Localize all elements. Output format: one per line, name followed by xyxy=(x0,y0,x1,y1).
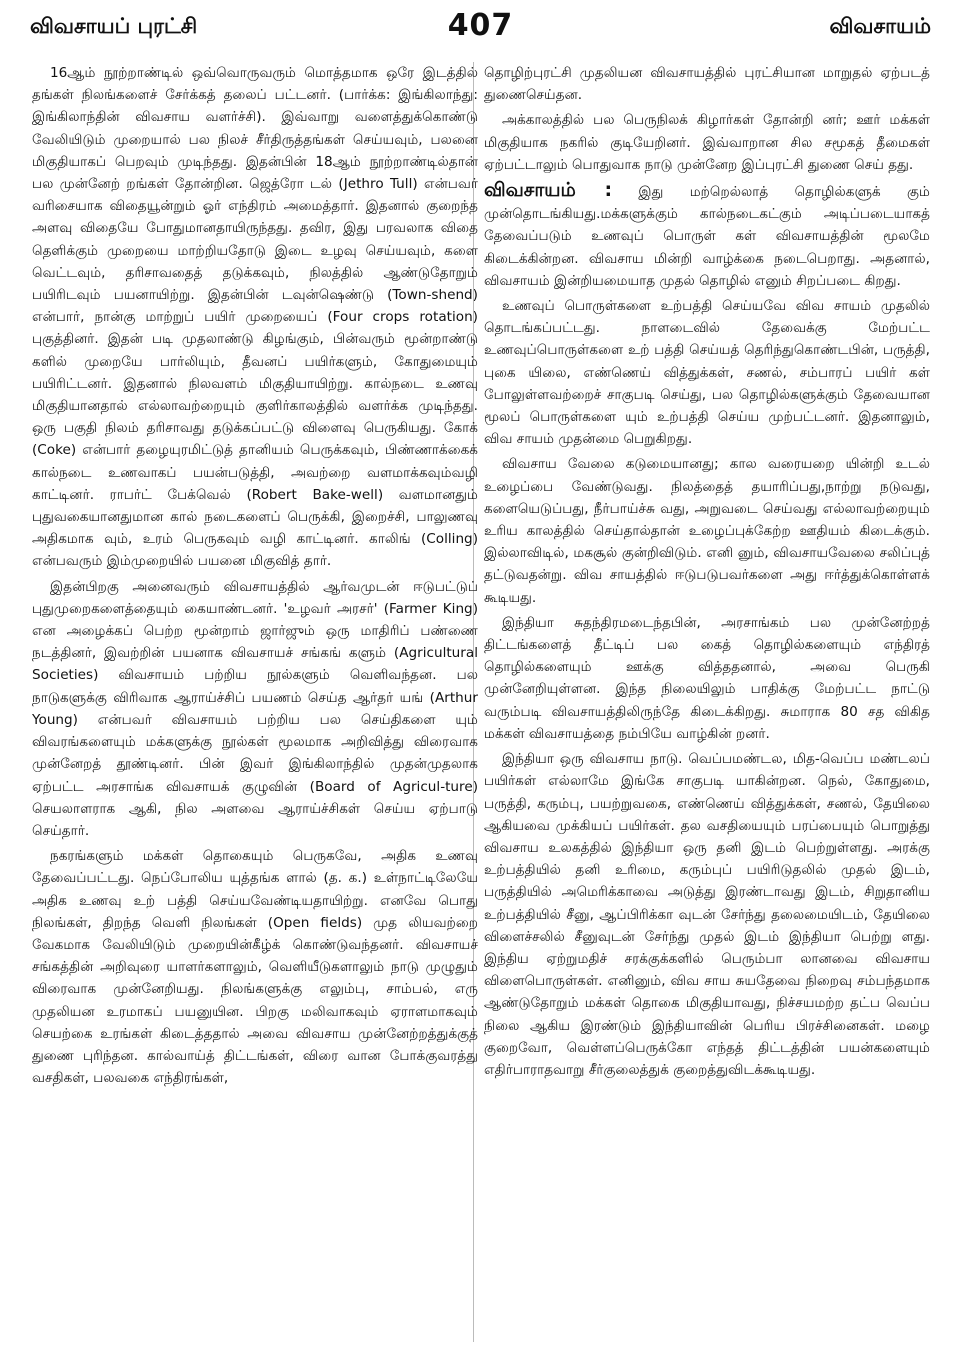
right-column xyxy=(484,62,930,1342)
paragraph: விவசாய வேலை கடுமையானது; கால வரையறை யின்றி உடல் உழைப்பை வேண்டுவது. நிலத்தைத் தயாரிப்பது,நாற்று நடுவது, களையெடுப்பது, நீர்பாய்ச்சு வது, அறுவடை செய்வது எல்லாவற்றையும் உரிய காலத்தில் செய்தால்தான் உழைப்புக்கேற்ற ஊதியம் கிடைக்கும். இல்லாவிடில், மகசூல் குன்றிவிடும். எனி னும், விவசாயவேலை சலிப்புத் தட்டுவதன்று. விவ சாயத்தில் ஈடுபடுபவர்களை அது ஈர்த்துக்கொள்ளக் கூடியது. xyxy=(484,456,930,606)
section-paragraph xyxy=(484,179,930,292)
section-text: இது மற்றெல்லாத் தொழில்களுக் கும் முன்தொடங்கியது.மக்களுக்கும் கால்நடைகட்கும் அடிப்படையாகத் தேவைப்படும் உணவுப் பொருள் கள் விவசாயத்தின் மூலமே கிடைக்கின்றன. விவசாய மின்றி வாழ்க்கை நடைபெறாது. அதனால், விவசாயம் இன்றியமையாத முதல் தொழில் எனும் சிறப்படை கிறது. xyxy=(484,184,930,289)
paragraph: 16ஆம் நூற்றாண்டில் ஒவ்வொருவரும் மொத்தமாக ஒரே இடத்தில் தங்கள் நிலங்களைச் சேர்க்கத் தலைப் பட்டனர். (பார்க்க: இங்கிலாந்து: இங்கிலாந்தின் விவசாய வளர்ச்சி). இவ்வாறு வளைத்துக்கொண்டு வேலியிடும் முறையால் பல நிலச் சீர்திருத்தங்கள் செய்யவும், பலனை மிகுதியாகப் பெறவும் முடிந்தது. இதன்பின் 18ஆம் நூற்றாண்டில்தான் பல முன்னேற் றங்கள் தோன்றின. ஜெத்ரோ டல் (Jethro Tull) என்பவர் வரிசையாக விதையூன்றும் ஓர் எந்திரம் அமைத்தார். இதனால் குறைந்த அளவு விதையே போதுமானதாயிருந்தது. தவிர, இது பரவலாக விதை தெளிக்கும் முறையை மாற்றியதோடு இடை உழவு செய்யவும், களை வெட்டவும், தரிசாவதைத் தடுக்கவும், நிலத்தில் ஆண்டுதோறும் பயிரிடவும் பயனாயிற்று. இதன்பின் டவுன்ஷெண்டு (Town-shend) என்பார், நான்கு மாற்றுப் பயிர் முறையைப் (Four crops rotation) புகுத்தினர். இதன் படி முதலாண்டு கிழங்கும், பின்வரும் மூன்றாண்டு களில் முறையே பார்லியும், தீவனப் பயிர்களும், கோதுமையும் பயிரிட்டனர். இதனால் நிலவளம் மிகுதியாயிற்று. கால்நடை உணவு மிகுதியானதால் எல்லாவற்றையும் குளிர்காலத்தில் வளர்க்க முடிந்தது. ஒரு பகுதி நிலம் தரிசாவது தடுக்கப்பட்டு விளைவு பெருகியது. கோக் (Coke) என்பார் தழையுரமிட்டுத் தானியம் பெருக்கவும், பிண்ணாக்கைக் கால்நடை உணவாகப் பயன்படுத்தி, அவற்றை வளமாக்கவும்வழி காட்டினர். ராபர்ட் பேக்வெல் (Robert Bake-well) வளமானதும் புதுவகையானதுமான கால் நடைகளைப் பெருக்கி, இறைச்சி, பாலுணவு அதிகமாக வும், உரம் பெருகவும் வழி காட்டினர். காலிங் (Colling) என்பவரும் இம்முறையில் பயனை மிகுவித் தார். xyxy=(32,65,478,570)
left-column xyxy=(32,62,478,1350)
page-number: 407 xyxy=(447,8,514,43)
running-head-left: விவசாயப் புரட்சி xyxy=(30,14,198,38)
paragraph: இதன்பிறகு அனைவரும் விவசாயத்தில் ஆர்வமுடன் ஈடுபட்டுப் புதுமுறைகளைத்தையும் கையாண்டனர். 'உழவர் அரசர்' (Farmer King) என அழைக்கப் பெற்ற மூன்றாம் ஜார்ஜும் ஒரு மாதிரிப் பண்ணை நடத்தினர், இவற்றின் பயனாக விவசாயச் சங்கங் களும் (Agricultural Societies) விவசாயம் பற்றிய நூல்களும் வெளிவந்தன. பல நாடுகளுக்கு விரிவாக ஆராய்ச்சிப் பயணம் செய்த ஆர்தர் யங் (Arthur Young) என்பவர் விவசாயம் பற்றிய பல செய்திகளை யும் விவரங்களையும் மக்களுக்கு நூல்கள் மூலமாக அறிவித்து விரைவாக முன்னேறத் தூண்டினர். பின் இவர் இங்கிலாந்தில் முதன்முதலாக ஏற்பட்ட அரசாங்க விவசாயக் குழுவின் (Board of Agricul-ture) செயலாளராக ஆகி, நில அளவை ஆராய்ச்சிகள் செய்ய ஏற்பாடு செய்தார். xyxy=(32,578,478,839)
page-header xyxy=(0,0,961,56)
paragraph: இந்தியா ஒரு விவசாய நாடு. வெப்பமண்டல, மித-வெப்ப மண்டலப் பயிர்கள் எல்லாமே இங்கே சாகுபடி யாகின்றன. நெல், கோதுமை, பருத்தி, கரும்பு, பயற்றுவகை, எண்ணெய் வித்துக்கள், சணல், தேயிலை ஆகியவை முக்கியப் பயிர்கள். தல வசதியையும் பரப்பையும் பொறுத்து விவசாய உலகத்தில் இந்தியா ஒரு தனி இடம் பெற்றுள்ளது. அரக்கு உற்பத்தியில் தனி உரிமை, கரும்புப் பயிரிடுதலில் முதல் இடம், பருத்தியில் அமெரிக்காவை அடுத்து இரண்டாவது இடம், சிறுதானிய உற்பத்தியில் சீனு, ஆப்பிரிக்கா வுடன் சேர்ந்து தலைமையிடம், தேயிலை விளைச்சலில் சீனுவுடன் சேர்ந்து முதல் இடம் இந்தியா பெற்று ளது. இந்திய ஏற்றுமதிச் சரக்குக்களில் பெரும்பா லானவை விவசாய விளைபொருள்கள். எனினும், விவ சாய சுயதேவை நிறைவு சம்பந்தமாக ஆண்டுதோறும் மக்கள் தொகை மிகுதியாவது, நிச்சயமற்ற தட்ப வெப்ப நிலை ஆகிய இரண்டும் இந்தியாவின் பெரிய பிரச்சினைகள். மழை குறைவோ, வெள்ளப்பெருக்கோ எந்தத் திட்டத்தின் பயன்களையும் எதிர்பாராதவாறு சீர்குலைத்துக் குறைத்துவிடக்கூடியது. xyxy=(484,751,930,1078)
section-heading: விவசாயம் : xyxy=(484,179,613,202)
paragraph: தொழிற்புரட்சி முதலியன விவசாயத்தில் புரட்சியான மாறுதல் ஏற்படத் துணைசெய்தன. xyxy=(484,65,930,104)
running-head-right: விவசாயம் xyxy=(829,14,931,38)
paragraph: உணவுப் பொருள்களை உற்பத்தி செய்யவே விவ சாயம் முதலில் தொடங்கப்பட்டது. நாளடைவில் தேவைக்கு மேற்பட்ட உணவுப்பொருள்களை உற் பத்தி செய்யத் தெரிந்துகொண்டபின், பருத்தி, புகை யிலை, எண்ணெய் வித்துக்கள், சணல், சம்பாரப் பயிர் கள் போலுள்ளவற்றைச் சாகுபடி செய்து, பல தொழில்களுக்கும் தேவையான மூலப் பொருள்களை யும் உற்பத்தி செய்ய முற்பட்டனர். இதனாலும், விவ சாயம் முதன்மை பெறுகிறது. xyxy=(484,298,930,448)
paragraph: இந்தியா சுதந்திரமடைந்தபின், அரசாங்கம் பல முன்னேற்றத் திட்டங்களைத் தீட்டிப் பல கைத் தொழில்களையும் எந்திரத் தொழில்களையும் ஊக்கு வித்ததனால், அவை பெருகி முன்னேறியுள்ளன. இந்த நிலையிலும் பாதிக்கு மேற்பட்ட நாட்டு வரும்படி விவசாயத்திலிருந்தே கிடைக்கிறது. சுமாராக 80 சத விகித மக்கள் விவசாயத்தை நம்பியே வாழ்கின் றனர். xyxy=(484,614,930,742)
paragraph: அக்காலத்தில் பல பெருநிலக் கிழார்கள் தோன்றி னர்; ஊர் மக்கள் மிகுதியாக நகரில் குடியேறினர். இவ்வாறான சில சமூகத் தீமைகள் ஏற்பட்டாலும் பொதுவாக நாடு முன்னேற இப்புரட்சி துணை செய் தது. xyxy=(484,112,930,173)
paragraph: நகரங்களும் மக்கள் தொகையும் பெருகவே, அதிக உணவு தேவைப்பட்டது. நெப்போலிய யுத்தங்க ளால் (த. க.) உள்நாட்டிலேயே அதிக உணவு உற் பத்தி செய்யவேண்டியதாயிற்று. எனவே பொது நிலங்கள், திறந்த வெளி நிலங்கள் (Open fields) முத லியவற்றை வேகமாக வேலியிடும் முறையின்கீழ்க் கொண்டுவந்தனர். விவசாயச் சங்கத்தின் அறிவுரை யாளர்களாலும், வெளியீடுகளாலும் நாடு முழுதும் விரைவாக முன்னேறியது. நிலங்களுக்கு எலும்பு, சாம்பல், எரு முதலியன உரமாகப் பயனுயின. பிறகு மலிவாகவும் ஏராளமாகவும் செயற்கை உரங்கள் கிடைத்ததால் அவை விவசாய முன்னேற்றத்துக்குத் துணை புரிந்தன. கால்வாய்த் திட்டங்கள், விரை வான போக்குவரத்து வசதிகள், பலவகை எந்திரங்கள், xyxy=(32,848,478,1087)
